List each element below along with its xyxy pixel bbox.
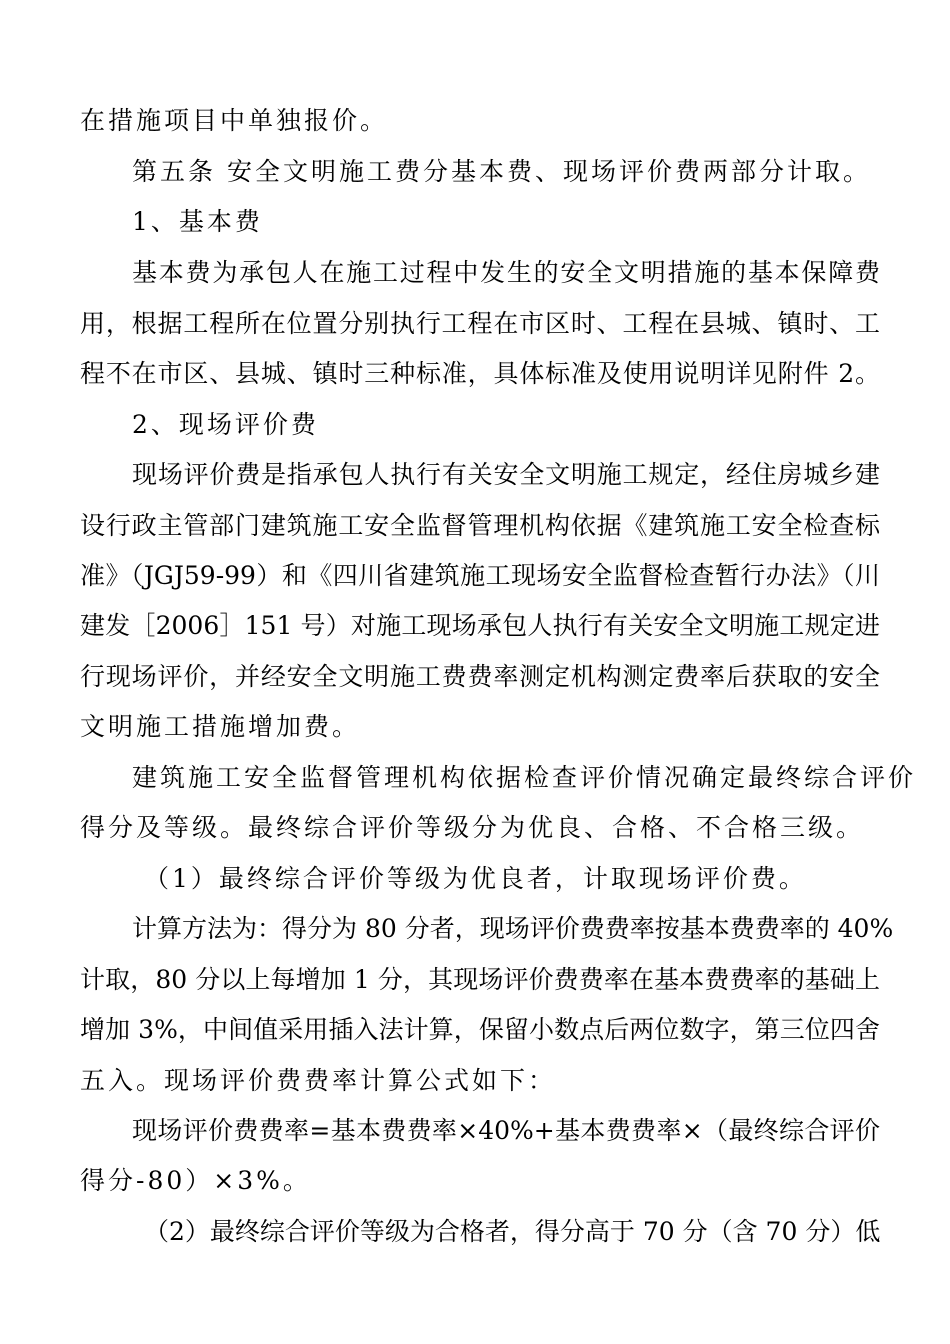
paragraph-line: 建筑施工安全监督管理机构依据检查评价情况确定最终综合评价	[132, 763, 917, 792]
list-item-excellent: （1）最终综合评价等级为优良者，计取现场评价费。	[144, 864, 807, 893]
paragraph-line: 在措施项目中单独报价。	[80, 106, 389, 135]
paragraph-line: 文明施工措施增加费。	[80, 712, 361, 741]
paragraph-line: 增加 3%，中间值采用插入法计算，保留小数点后两位数字，第三位四舍	[80, 1015, 880, 1044]
article-heading: 第五条 安全文明施工费分基本费、现场评价费两部分计取。	[132, 157, 871, 186]
paragraph-line: 现场评价费是指承包人执行有关安全文明施工规定，经住房城乡建	[132, 460, 880, 489]
section-heading-basic-fee: 1、基本费	[132, 207, 263, 236]
paragraph-line: 行现场评价，并经安全文明施工费费率测定机构测定费率后获取的安全	[80, 662, 880, 691]
paragraph-line: 建发［2006］151 号）对施工现场承包人执行有关安全文明施工规定进	[80, 611, 880, 640]
paragraph-line: 基本费为承包人在施工过程中发生的安全文明措施的基本保障费	[132, 258, 880, 287]
paragraph-line: 程不在市区、县城、镇时三种标准，具体标准及使用说明详见附件 2。	[80, 359, 880, 388]
list-item-qualified: （2）最终综合评价等级为合格者，得分高于 70 分（含 70 分）低	[144, 1217, 881, 1246]
paragraph-line: 准》（JGJ59-99）和《四川省建筑施工现场安全监督检查暂行办法》（川	[80, 561, 880, 590]
paragraph-line: 设行政主管部门建筑施工安全监督管理机构依据《建筑施工安全检查标	[80, 511, 880, 540]
paragraph-line: 五入。现场评价费费率计算公式如下：	[80, 1066, 557, 1095]
paragraph-line: 用，根据工程所在位置分别执行工程在市区时、工程在县城、镇时、工	[80, 309, 880, 338]
section-heading-evaluation-fee: 2、现场评价费	[132, 410, 319, 439]
paragraph-line: 得分及等级。最终综合评价等级分为优良、合格、不合格三级。	[80, 813, 865, 842]
formula-line: 得分-80）×3%。	[80, 1166, 311, 1195]
paragraph-line: 计取，80 分以上每增加 1 分，其现场评价费费率在基本费费率的基础上	[80, 965, 880, 994]
paragraph-line: 计算方法为：得分为 80 分者，现场评价费费率按基本费费率的 40%	[132, 914, 894, 943]
formula-line: 现场评价费费率=基本费费率×40%+基本费费率×（最终综合评价	[132, 1116, 880, 1145]
